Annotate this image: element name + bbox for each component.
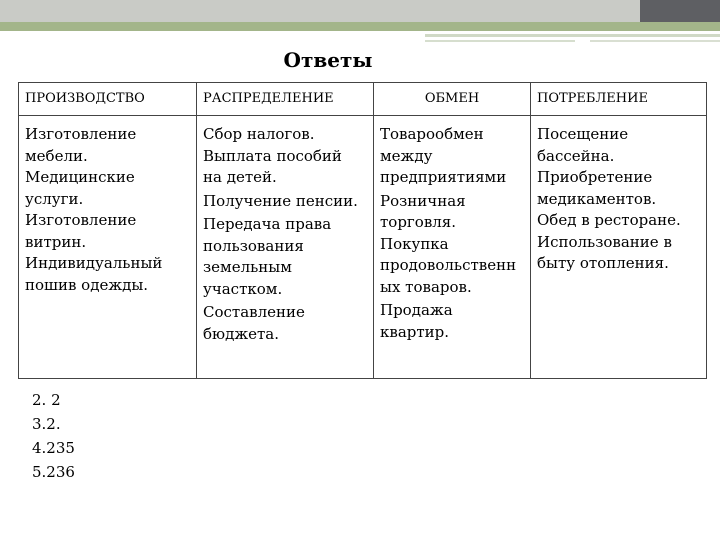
table-row: [19, 116, 707, 379]
cell-line: Обед в ресторане.: [537, 211, 681, 229]
cell-line: пользования: [203, 236, 304, 255]
cell-distribution: [197, 116, 374, 379]
top-decor-band-light: [0, 0, 640, 22]
cell-line: бюджета.: [203, 324, 280, 343]
cell-line: продовольственн: [380, 256, 517, 274]
decor-line: [590, 40, 720, 42]
cell-line: услуги.: [25, 189, 84, 208]
header-distribution: РАСПРЕДЕЛЕНИЕ: [197, 83, 374, 116]
header-production: ПРОИЗВОДСТВО: [19, 83, 197, 116]
header-consumption: ПОТРЕБЛЕНИЕ: [531, 83, 707, 116]
cell-line: мебели.: [25, 146, 88, 165]
cell-line: Изготовление: [25, 125, 137, 143]
decor-line: [425, 40, 575, 42]
answer-item: 5.236: [32, 463, 75, 481]
cell-line: Покупка: [380, 234, 449, 253]
cell-exchange: [374, 116, 531, 379]
answer-item: 2. 2: [32, 391, 61, 409]
cell-line: быту отопления.: [537, 254, 669, 272]
cell-line: Товарообмен: [380, 125, 484, 143]
cell-line: Индивидуальный: [25, 254, 163, 272]
cell-line: Розничная: [380, 191, 466, 210]
answer-list: [32, 388, 75, 484]
answer-item: 4.235: [32, 439, 75, 457]
cell-line: бассейна.: [537, 146, 615, 165]
cell-line: Продажа: [380, 301, 453, 319]
cell-line: предприятиями: [380, 168, 507, 186]
cell-line: участком.: [203, 279, 283, 298]
cell-line: земельным: [203, 258, 292, 276]
cell-line: Сбор налогов.: [203, 125, 315, 143]
cell-line: на детей.: [203, 168, 277, 186]
slide-title: Ответы: [283, 48, 373, 72]
cell-line: витрин.: [25, 232, 87, 251]
cell-line: Медицинские: [25, 168, 135, 186]
cell-line: Использование в: [537, 232, 672, 251]
answer-item: 3.2.: [32, 415, 61, 433]
cell-line: Получение пенсии.: [203, 191, 358, 210]
cell-production: [19, 116, 197, 379]
cell-line: квартир.: [380, 322, 450, 341]
cell-line: Выплата пособий: [203, 146, 342, 165]
cell-consumption: [531, 116, 707, 379]
cell-line: пошив одежды.: [25, 275, 149, 294]
top-decor-band: [0, 0, 720, 22]
header-exchange: ОБМЕН: [374, 83, 531, 116]
green-accent-line: [0, 22, 720, 31]
cell-line: Изготовление: [25, 211, 137, 229]
cell-line: медикаментов.: [537, 189, 657, 208]
cell-line: торговля.: [380, 213, 457, 231]
cell-line: Передача права: [203, 215, 332, 233]
decor-line: [425, 34, 720, 37]
cell-line: Посещение: [537, 125, 629, 143]
cell-line: Составление: [203, 303, 305, 321]
cell-line: между: [380, 146, 433, 165]
cell-line: Приобретение: [537, 168, 653, 186]
table-header-row: [19, 83, 707, 116]
answers-table: [18, 82, 707, 379]
cell-line: ых товаров.: [380, 277, 472, 296]
